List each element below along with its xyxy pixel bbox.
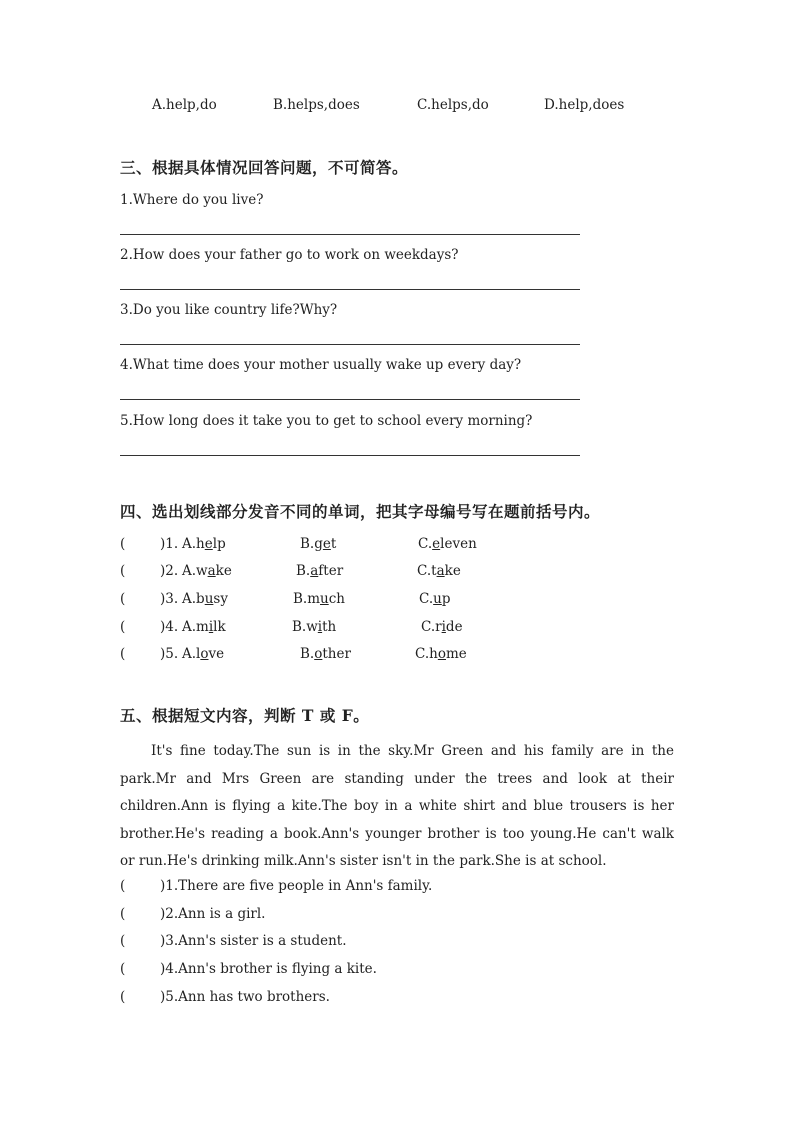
answer-line-5[interactable]	[120, 455, 580, 456]
tf-row-5	[120, 989, 680, 1009]
question-5: 5.How long does it take you to get to school every morning?	[120, 413, 533, 429]
tf-row-1	[120, 878, 680, 898]
answer-line-1[interactable]	[120, 234, 580, 235]
word-a: A.help	[182, 536, 226, 552]
statement: )2.Ann is a girl.	[160, 906, 266, 922]
answer-paren[interactable]: (	[120, 989, 126, 1005]
section3-title: 三、根据具体情况回答问题，不可简答。	[120, 158, 409, 177]
word-a: A.busy	[182, 591, 228, 607]
pronunciation-row-2	[120, 563, 680, 583]
item-number: )4.	[160, 619, 179, 635]
reading-passage	[120, 738, 674, 876]
statement: )4.Ann's brother is flying a kite.	[160, 961, 377, 977]
item-number: )1.	[160, 536, 179, 552]
word-b: B.after	[296, 563, 344, 579]
word-a: A.love	[182, 646, 225, 662]
answer-line-2[interactable]	[120, 289, 580, 290]
answer-paren[interactable]: (	[120, 591, 126, 607]
question-4: 4.What time does your mother usually wake up every day?	[120, 357, 522, 373]
answer-line-4[interactable]	[120, 399, 580, 400]
tf-row-2	[120, 906, 680, 926]
item-number: )2.	[160, 563, 179, 579]
question-2: 2.How does your father go to work on weekdays?	[120, 247, 459, 263]
section5-title: 五、根据短文内容，判断 T 或 F。	[120, 706, 370, 725]
tf-row-3	[120, 933, 680, 953]
answer-paren[interactable]: (	[120, 563, 126, 579]
tf-row-4	[120, 961, 680, 981]
passage-text: It's fine today.The sun is in the sky.Mr Green and his family are in the park.Mr and Mrs Green are standing under the trees and look at their children.Ann is flying a kite.The boy in a white shirt and blue trousers is her brother.He's reading a book.Ann's younger brother is too young.He can't walk or run.He's drinking milk.Ann's sister isn't in the park.She is at school.	[120, 743, 674, 870]
answer-paren[interactable]: (	[120, 646, 126, 662]
answer-paren[interactable]: (	[120, 933, 126, 949]
word-c: C.home	[415, 646, 467, 662]
word-a: A.milk	[182, 619, 226, 635]
statement: )5.Ann has two brothers.	[160, 989, 330, 1005]
option-b: B.helps,does	[273, 97, 360, 113]
question-1: 1.Where do you live?	[120, 192, 264, 208]
question-3: 3.Do you like country life?Why?	[120, 302, 338, 318]
pronunciation-row-1	[120, 536, 680, 556]
word-c: C.ride	[421, 619, 463, 635]
answer-line-3[interactable]	[120, 344, 580, 345]
word-c: C.take	[417, 563, 461, 579]
pronunciation-row-5	[120, 646, 680, 666]
item-number: )3.	[160, 591, 179, 607]
word-a: A.wake	[182, 563, 232, 579]
pronunciation-row-4	[120, 619, 680, 639]
word-b: B.much	[293, 591, 345, 607]
answer-paren[interactable]: (	[120, 536, 126, 552]
answer-paren[interactable]: (	[120, 906, 126, 922]
answer-paren[interactable]: (	[120, 961, 126, 977]
item-number: )5.	[160, 646, 179, 662]
option-d: D.help,does	[544, 97, 625, 113]
option-c: C.helps,do	[417, 97, 489, 113]
section4-title: 四、选出划线部分发音不同的单词，把其字母编号写在题前括号内。	[120, 502, 601, 521]
word-b: B.other	[300, 646, 351, 662]
statement: )1.There are five people in Ann's family.	[160, 878, 433, 894]
option-a: A.help,do	[152, 97, 217, 113]
word-b: B.with	[292, 619, 337, 635]
word-c: C.eleven	[418, 536, 477, 552]
answer-paren[interactable]: (	[120, 878, 126, 894]
answer-paren[interactable]: (	[120, 619, 126, 635]
pronunciation-row-3	[120, 591, 680, 611]
word-c: C.up	[419, 591, 451, 607]
word-b: B.get	[300, 536, 337, 552]
statement: )3.Ann's sister is a student.	[160, 933, 347, 949]
